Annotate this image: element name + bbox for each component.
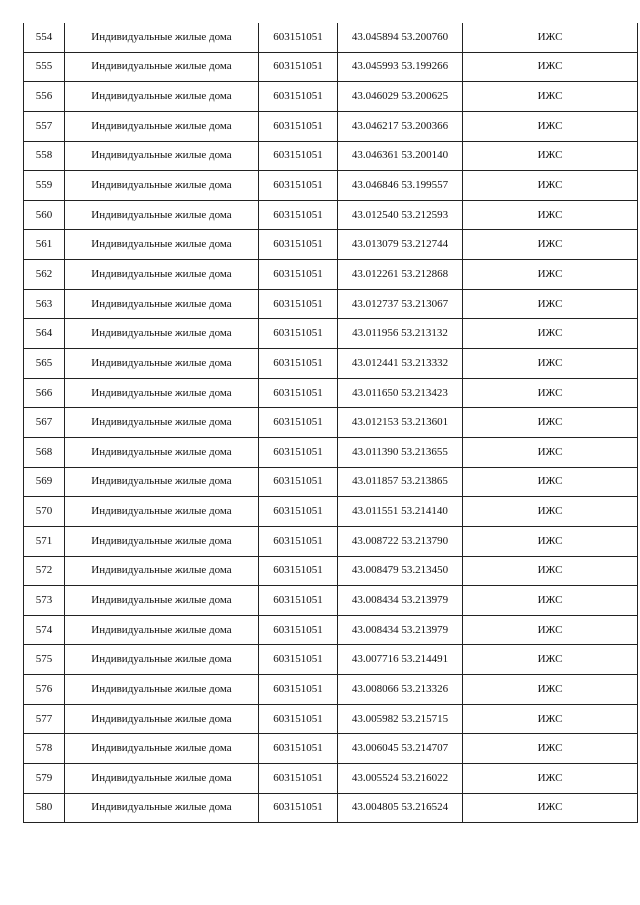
description-cell: Индивидуальные жилые дома: [65, 734, 259, 764]
type-cell: ИЖС: [463, 793, 638, 823]
row-number-cell: 564: [24, 319, 65, 349]
row-number-cell: 559: [24, 171, 65, 201]
table-row: [24, 734, 638, 764]
coordinates-cell: 43.046217 53.200366: [338, 111, 463, 141]
table-body: [24, 23, 638, 823]
type-cell: ИЖС: [463, 734, 638, 764]
description-cell: Индивидуальные жилые дома: [65, 378, 259, 408]
table-row: [24, 526, 638, 556]
description-cell: Индивидуальные жилые дома: [65, 467, 259, 497]
coordinates-cell: 43.012540 53.212593: [338, 200, 463, 230]
row-number-cell: 571: [24, 526, 65, 556]
type-cell: ИЖС: [463, 586, 638, 616]
coordinates-cell: 43.046846 53.199557: [338, 171, 463, 201]
coordinates-cell: 43.011390 53.213655: [338, 437, 463, 467]
land-plot-table: [23, 23, 638, 823]
row-number-cell: 573: [24, 586, 65, 616]
description-cell: Индивидуальные жилые дома: [65, 319, 259, 349]
code-cell: 603151051: [259, 378, 338, 408]
type-cell: ИЖС: [463, 437, 638, 467]
type-cell: ИЖС: [463, 171, 638, 201]
row-number-cell: 562: [24, 260, 65, 290]
table-row: [24, 319, 638, 349]
type-cell: ИЖС: [463, 408, 638, 438]
row-number-cell: 580: [24, 793, 65, 823]
coordinates-cell: 43.011956 53.213132: [338, 319, 463, 349]
table-row: [24, 467, 638, 497]
coordinates-cell: 43.012737 53.213067: [338, 289, 463, 319]
code-cell: 603151051: [259, 586, 338, 616]
coordinates-cell: 43.013079 53.212744: [338, 230, 463, 260]
table-row: [24, 349, 638, 379]
table-row: [24, 704, 638, 734]
row-number-cell: 572: [24, 556, 65, 586]
description-cell: Индивидуальные жилые дома: [65, 230, 259, 260]
code-cell: 603151051: [259, 734, 338, 764]
code-cell: 603151051: [259, 437, 338, 467]
description-cell: Индивидуальные жилые дома: [65, 141, 259, 171]
row-number-cell: 554: [24, 23, 65, 52]
coordinates-cell: 43.012261 53.212868: [338, 260, 463, 290]
coordinates-cell: 43.007716 53.214491: [338, 645, 463, 675]
row-number-cell: 555: [24, 52, 65, 82]
table-row: [24, 408, 638, 438]
type-cell: ИЖС: [463, 645, 638, 675]
type-cell: ИЖС: [463, 704, 638, 734]
type-cell: ИЖС: [463, 556, 638, 586]
description-cell: Индивидуальные жилые дома: [65, 23, 259, 52]
code-cell: 603151051: [259, 349, 338, 379]
table-row: [24, 764, 638, 794]
code-cell: 603151051: [259, 497, 338, 527]
type-cell: ИЖС: [463, 349, 638, 379]
row-number-cell: 567: [24, 408, 65, 438]
coordinates-cell: 43.045993 53.199266: [338, 52, 463, 82]
table-row: [24, 171, 638, 201]
code-cell: 603151051: [259, 526, 338, 556]
description-cell: Индивидуальные жилые дома: [65, 675, 259, 705]
code-cell: 603151051: [259, 171, 338, 201]
row-number-cell: 558: [24, 141, 65, 171]
type-cell: ИЖС: [463, 52, 638, 82]
type-cell: ИЖС: [463, 497, 638, 527]
description-cell: Индивидуальные жилые дома: [65, 52, 259, 82]
type-cell: ИЖС: [463, 289, 638, 319]
code-cell: 603151051: [259, 556, 338, 586]
table-row: [24, 586, 638, 616]
table-row: [24, 141, 638, 171]
description-cell: Индивидуальные жилые дома: [65, 526, 259, 556]
coordinates-cell: 43.005524 53.216022: [338, 764, 463, 794]
code-cell: 603151051: [259, 467, 338, 497]
table-row: [24, 23, 638, 52]
description-cell: Индивидуальные жилые дома: [65, 586, 259, 616]
coordinates-cell: 43.006045 53.214707: [338, 734, 463, 764]
description-cell: Индивидуальные жилые дома: [65, 200, 259, 230]
coordinates-cell: 43.012441 53.213332: [338, 349, 463, 379]
type-cell: ИЖС: [463, 111, 638, 141]
type-cell: ИЖС: [463, 467, 638, 497]
code-cell: 603151051: [259, 615, 338, 645]
row-number-cell: 563: [24, 289, 65, 319]
row-number-cell: 566: [24, 378, 65, 408]
description-cell: Индивидуальные жилые дома: [65, 615, 259, 645]
table-row: [24, 111, 638, 141]
description-cell: Индивидуальные жилые дома: [65, 645, 259, 675]
description-cell: Индивидуальные жилые дома: [65, 111, 259, 141]
table-row: [24, 497, 638, 527]
type-cell: ИЖС: [463, 200, 638, 230]
row-number-cell: 574: [24, 615, 65, 645]
description-cell: Индивидуальные жилые дома: [65, 82, 259, 112]
code-cell: 603151051: [259, 23, 338, 52]
description-cell: Индивидуальные жилые дома: [65, 764, 259, 794]
table-row: [24, 378, 638, 408]
row-number-cell: 565: [24, 349, 65, 379]
coordinates-cell: 43.008066 53.213326: [338, 675, 463, 705]
table-row: [24, 200, 638, 230]
table-row: [24, 52, 638, 82]
table-row: [24, 260, 638, 290]
code-cell: 603151051: [259, 793, 338, 823]
type-cell: ИЖС: [463, 260, 638, 290]
row-number-cell: 557: [24, 111, 65, 141]
code-cell: 603151051: [259, 764, 338, 794]
row-number-cell: 579: [24, 764, 65, 794]
code-cell: 603151051: [259, 141, 338, 171]
coordinates-cell: 43.005982 53.215715: [338, 704, 463, 734]
row-number-cell: 570: [24, 497, 65, 527]
description-cell: Индивидуальные жилые дома: [65, 171, 259, 201]
type-cell: ИЖС: [463, 615, 638, 645]
type-cell: ИЖС: [463, 23, 638, 52]
code-cell: 603151051: [259, 704, 338, 734]
type-cell: ИЖС: [463, 675, 638, 705]
code-cell: 603151051: [259, 408, 338, 438]
coordinates-cell: 43.008479 53.213450: [338, 556, 463, 586]
code-cell: 603151051: [259, 52, 338, 82]
description-cell: Индивидуальные жилые дома: [65, 349, 259, 379]
table-row: [24, 645, 638, 675]
code-cell: 603151051: [259, 645, 338, 675]
description-cell: Индивидуальные жилые дома: [65, 556, 259, 586]
coordinates-cell: 43.012153 53.213601: [338, 408, 463, 438]
table-row: [24, 556, 638, 586]
table-row: [24, 675, 638, 705]
row-number-cell: 575: [24, 645, 65, 675]
coordinates-cell: 43.046361 53.200140: [338, 141, 463, 171]
coordinates-cell: 43.011650 53.213423: [338, 378, 463, 408]
row-number-cell: 568: [24, 437, 65, 467]
code-cell: 603151051: [259, 319, 338, 349]
row-number-cell: 561: [24, 230, 65, 260]
description-cell: Индивидуальные жилые дома: [65, 289, 259, 319]
description-cell: Индивидуальные жилые дома: [65, 497, 259, 527]
type-cell: ИЖС: [463, 230, 638, 260]
coordinates-cell: 43.008434 53.213979: [338, 615, 463, 645]
coordinates-cell: 43.008434 53.213979: [338, 586, 463, 616]
code-cell: 603151051: [259, 230, 338, 260]
coordinates-cell: 43.004805 53.216524: [338, 793, 463, 823]
coordinates-cell: 43.011857 53.213865: [338, 467, 463, 497]
type-cell: ИЖС: [463, 526, 638, 556]
table-row: [24, 289, 638, 319]
table-row: [24, 615, 638, 645]
coordinates-cell: 43.046029 53.200625: [338, 82, 463, 112]
code-cell: 603151051: [259, 200, 338, 230]
description-cell: Индивидуальные жилые дома: [65, 408, 259, 438]
table-row: [24, 230, 638, 260]
row-number-cell: 556: [24, 82, 65, 112]
row-number-cell: 576: [24, 675, 65, 705]
code-cell: 603151051: [259, 675, 338, 705]
coordinates-cell: 43.008722 53.213790: [338, 526, 463, 556]
description-cell: Индивидуальные жилые дома: [65, 793, 259, 823]
type-cell: ИЖС: [463, 141, 638, 171]
coordinates-cell: 43.011551 53.214140: [338, 497, 463, 527]
table-row: [24, 437, 638, 467]
description-cell: Индивидуальные жилые дома: [65, 437, 259, 467]
code-cell: 603151051: [259, 111, 338, 141]
code-cell: 603151051: [259, 82, 338, 112]
type-cell: ИЖС: [463, 378, 638, 408]
type-cell: ИЖС: [463, 319, 638, 349]
row-number-cell: 577: [24, 704, 65, 734]
row-number-cell: 560: [24, 200, 65, 230]
type-cell: ИЖС: [463, 764, 638, 794]
coordinates-cell: 43.045894 53.200760: [338, 23, 463, 52]
description-cell: Индивидуальные жилые дома: [65, 704, 259, 734]
row-number-cell: 569: [24, 467, 65, 497]
table-row: [24, 793, 638, 823]
type-cell: ИЖС: [463, 82, 638, 112]
code-cell: 603151051: [259, 289, 338, 319]
table-row: [24, 82, 638, 112]
description-cell: Индивидуальные жилые дома: [65, 260, 259, 290]
row-number-cell: 578: [24, 734, 65, 764]
code-cell: 603151051: [259, 260, 338, 290]
